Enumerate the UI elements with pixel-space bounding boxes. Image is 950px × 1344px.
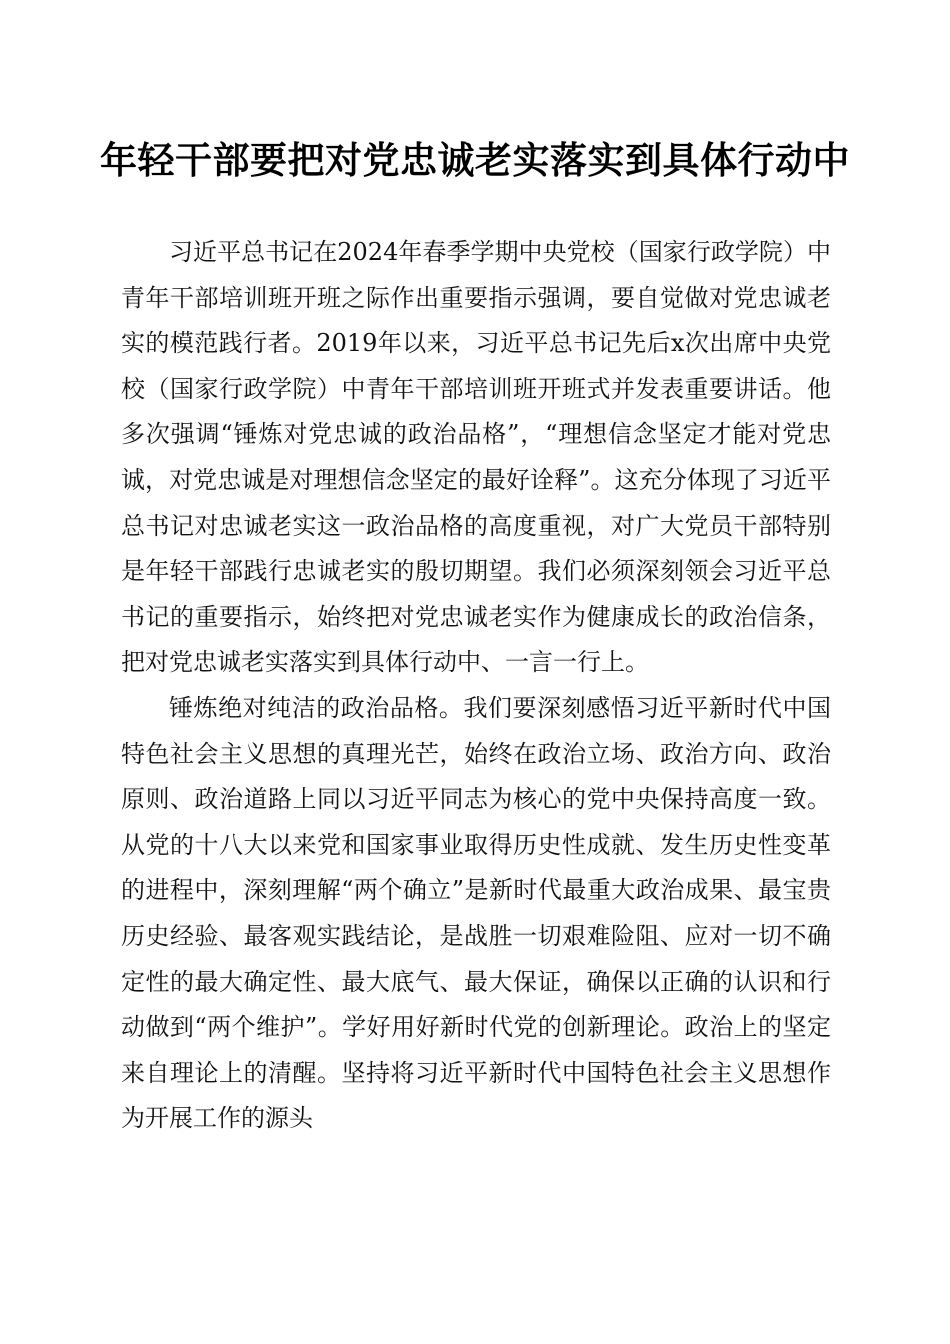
document-title: 年轻干部要把对党忠诚老实落实到具体行动中 [100,138,850,182]
paragraph-2: 锤炼绝对纯洁的政治品格。我们要深刻感悟习近平新时代中国特色社会主义思想的真理光芒，始终在政治立场、政治方向、政治原则、政治道路上同以习近平同志为核心的党中央保持高度一致。从党的十八大以来党和国家事业取得历史性成就、发生历史性变革的进程中，深刻理解“两个确立”是新时代最重大政治成果、最宝贵历史经验、最客观实践结论，是战胜一切艰难险阻、应对一切不确定性的最大确定性、最大底气、最大保证，确保以正确的认识和行动做到“两个维护”。学好用好新时代党的创新理论。政治上的坚定来自理论上的清醒。坚持将习近平新时代中国特色社会主义思想作为开展工作的源头 [121,693,831,1133]
paragraph-1: 习近平总书记在2024年春季学期中央党校（国家行政学院）中青年干部培训班开班之际作出重要指示强调，要自觉做对党忠诚老实的模范践行者。2019年以来，习近平总书记先后x次出席中央党校（国家行政学院）中青年干部培训班开班式并发表重要讲话。他多次强调“锤炼对党忠诚的政治品格”，“理想信念坚定才能对党忠诚，对党忠诚是对理想信念坚定的最好诠释”。这充分体现了习近平总书记对忠诚老实这一政治品格的高度重视，对广大党员干部特别是年轻干部践行忠诚老实的殷切期望。我们必须深刻领会习近平总书记的重要指示，始终把对党忠诚老实作为健康成长的政治信条，把对党忠诚老实落实到具体行动中、一言一行上。 [121,238,831,677]
document-body [121,230,831,1142]
